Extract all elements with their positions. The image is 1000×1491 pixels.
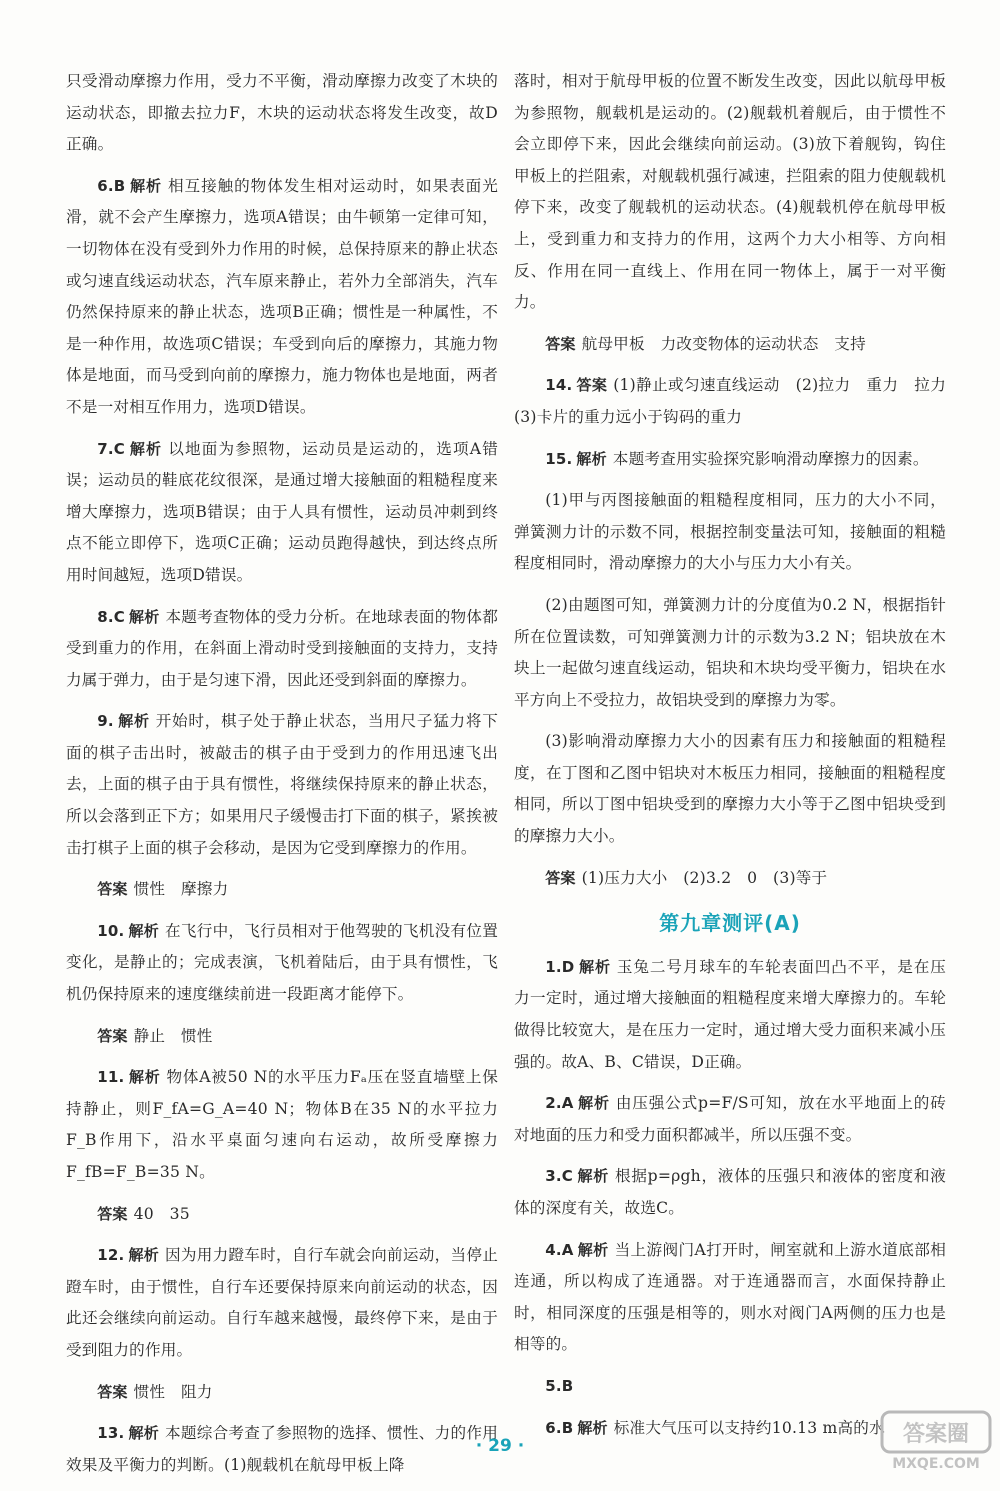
question-number: 6.B (545, 1418, 574, 1437)
paragraph-text: 相互接触的物体发生相对运动时，如果表面光滑，就不会产生摩擦力，选项A错误；由牛顿第一定律可知，一切物体在没有受到外力作用的时候，总保持原来的静止状态或匀速直线运动状态，汽车原来静止，若外力全部消失，汽车仍然保持原来的静止状态，选项B正确；惯性是一种属性，不是一种作用，故选项C错误；车受到向后的摩擦力，其施力物体是地面，而马受到向前的摩擦力，施力物体也是地面，两者不是一对相互作用力，选项D错误。 (66, 176, 498, 416)
explanation-paragraph (514, 726, 946, 852)
question-number: 6.B (97, 176, 126, 195)
keyword-label: 解析 (128, 1424, 159, 1443)
answer-text: 静止 惯性 (133, 1026, 213, 1045)
answer-line (514, 863, 946, 895)
keyword-label: 解析 (577, 1240, 609, 1259)
explanation-paragraph (514, 952, 946, 1078)
question-number: 10. (97, 921, 125, 940)
question-number: 2.A (545, 1094, 574, 1113)
keyword-label: 解析 (128, 607, 160, 626)
question-number: 4.A (545, 1240, 574, 1259)
explanation-paragraph (66, 602, 498, 697)
explanation-paragraph (66, 171, 498, 424)
left-column (66, 66, 498, 1491)
answer-line (66, 1377, 498, 1409)
svg-text:MXQE.COM: MXQE.COM (892, 1456, 980, 1472)
explanation-paragraph (514, 444, 946, 476)
explanation-paragraph (66, 706, 498, 864)
paragraph-text: (3)影响滑动摩擦力大小的因素有压力和接触面的粗糙程度，在丁图和乙图中铝块对木板压力相同，接触面的粗糙程度相同，所以丁图中铝块受到的摩擦力大小等于乙图中铝块受到的摩擦力大小。 (514, 732, 946, 846)
question-number: 7.C (97, 439, 125, 458)
answer-text: 航母甲板 力改变物体的运动状态 支持 (581, 334, 866, 353)
question-number: 5.B (545, 1376, 574, 1395)
answer-line (66, 1021, 498, 1053)
watermark-logo (880, 1408, 992, 1472)
explanation-paragraph (514, 1235, 946, 1361)
right-column (514, 66, 962, 1454)
question-number: 8.C (97, 607, 125, 626)
keyword-label: 解析 (576, 1167, 609, 1186)
paragraph-text: 当上游阀门A打开时，闸室就和上游水道底部相连通，所以构成了连通器。对于连通器而言，水面保持静止时，相同深度的压强是相等的，则水对阀门A两侧的压力也是相等的。 (514, 1240, 946, 1354)
explanation-paragraph (66, 434, 498, 592)
explanation-paragraph (514, 485, 946, 580)
paragraph-text: 因为用力蹬车时，自行车就会向前运动，当停止蹬车时，由于惯性，自行车还要保持原来向前运动的状态，因此还会继续向前运动。自行车越来越慢，最终停下来，是由于受到阻力的作用。 (66, 1246, 498, 1359)
paragraph-text: (1)甲与丙图接触面的粗糙程度相同，压力的大小不同，弹簧测力计的示数不同，根据控制变量法可知，接触面的粗糙程度相同时，滑动摩擦力的大小与压力大小有关。 (514, 491, 946, 573)
explanation-paragraph (514, 370, 962, 433)
paragraph-text: (2)由题图可知，弹簧测力计的分度值为0.2 N，根据指针所在位置读数，可知弹簧测力计的示数为3.2 N；铝块放在木块上一起做匀速直线运动，铝块和木块均受平衡力，铝块在水平方向上不受拉力，故铝块受到的摩擦力为零。 (514, 595, 946, 709)
answer-text: 惯性 摩擦力 (133, 880, 229, 899)
keyword-label: 答案 (576, 376, 608, 395)
question-number: 11. (97, 1068, 125, 1087)
answer-line (66, 874, 498, 906)
keyword-label: 解析 (577, 1094, 610, 1113)
answer-line (514, 329, 946, 361)
question-number: 3.C (545, 1167, 573, 1186)
paragraph-text: 根据p=ρgh，液体的压强只和液体的密度和液体的深度有关，故选C。 (514, 1167, 946, 1217)
keyword-label: 解析 (576, 449, 607, 468)
answer-keyword: 答案 (97, 1026, 128, 1045)
paragraph-text: 本题考查用实验探究影响滑动摩擦力的因素。 (612, 449, 929, 468)
chapter-title: 第九章测评(A) (659, 911, 801, 936)
explanation-paragraph (66, 1062, 498, 1188)
keyword-label: 解析 (128, 439, 163, 458)
keyword-label: 解析 (578, 957, 611, 976)
question-number: 14. (545, 376, 573, 395)
keyword-label: 解析 (128, 1068, 161, 1087)
answer-text: 惯性 阻力 (133, 1382, 213, 1401)
answer-line (66, 1199, 498, 1231)
explanation-paragraph (514, 590, 946, 716)
keyword-label: 解析 (128, 1246, 159, 1265)
paragraph-text: 物体A被50 N的水平压力Fₐ压在竖直墙壁上保持静止，则F_fA=G_A=40 N；物体B在35 N的水平拉力F_B作用下，沿水平桌面匀速向右运动，故所受摩擦力F_fB=F_B=35 N。 (66, 1068, 499, 1181)
answer-keyword: 答案 (97, 1204, 128, 1223)
paragraph-text: 玉兔二号月球车的车轮表面凹凸不平，是在压力一定时，通过增大接触面的粗糙程度来增大摩擦力的。车轮做得比较宽大，是在压力一定时，通过增大受力面积来减小压强的。故A、B、C错误，D正确。 (514, 957, 946, 1071)
explanation-paragraph (514, 1088, 946, 1151)
answer-text: (1)压力大小 (2)3.2 0 (3)等于 (581, 868, 828, 887)
explanation-paragraph (514, 1161, 946, 1224)
explanation-paragraph (514, 1371, 946, 1403)
question-number: 15. (545, 449, 573, 468)
paragraph-text: 标准大气压可以支持约10.13 m高的水 (613, 1418, 885, 1437)
paragraph-text: 由压强公式p=F/S可知，放在水平地面上的砖对地面的压力和受力面积都减半，所以压强不变。 (514, 1094, 946, 1144)
question-number: 12. (97, 1246, 125, 1265)
question-number: 9. (97, 712, 114, 731)
page-number: · 29 · (475, 1436, 525, 1456)
question-number: 13. (97, 1424, 125, 1443)
paragraph-text: 本题综合考查了参照物的选择、惯性、力的作用效果及平衡力的判断。(1)舰载机在航母甲板上降 (66, 1424, 498, 1474)
answer-keyword: 答案 (545, 334, 576, 353)
paragraph-text: 落时，相对于航母甲板的位置不断发生改变，因此以航母甲板为参照物，舰载机是运动的。(2)舰载机着舰后，由于惯性不会立即停下来，因此会继续向前运动。(3)放下着舰钩，钩住甲板上的拦阻索，对舰载机强行减速，拦阻索的阻力使舰载机停下来，改变了舰载机的运动状态。(4)舰载机停在航母甲板上，受到重力和支持力的作用，这两个力大小相等、方向相反、作用在同一直线上、作用在同一物体上，属于一对平衡力。 (514, 72, 946, 312)
answer-keyword: 答案 (545, 868, 576, 887)
paragraph-text: (1)静止或匀速直线运动 (2)拉力 重力 拉力 (3)卡片的重力远小于钩码的重力 (514, 376, 962, 426)
paragraph-text: 只受滑动摩擦力作用，受力不平衡，滑动摩擦力改变了木块的运动状态，即撤去拉力F，木块的运动状态将发生改变，故D正确。 (66, 72, 498, 154)
keyword-label: 解析 (577, 1418, 608, 1437)
question-number: 1.D (545, 957, 575, 976)
answer-keyword: 答案 (97, 1382, 128, 1401)
paragraph-text: 以地面为参照物，运动员是运动的，选项A错误；运动员的鞋底花纹很深，是通过增大接触面的粗糙程度来增大摩擦力，选项B错误；由于人具有惯性，运动员冲刺到终点不能立即停下，选项C正确；运动员跑得越快，到达终点所用时间越短，选项D错误。 (66, 439, 498, 584)
answer-text: 40 35 (133, 1204, 190, 1223)
keyword-label: 解析 (128, 921, 159, 940)
svg-text:答案圈: 答案圈 (902, 1422, 970, 1447)
explanation-paragraph (514, 66, 946, 319)
keyword-label: 解析 (117, 712, 150, 731)
paragraph-text: 本题考查物体的受力分析。在地球表面的物体都受到重力的作用，在斜面上滑动时受到接触面的支持力，支持力属于弹力，由于是匀速下滑，因此还受到斜面的摩擦力。 (66, 607, 498, 689)
paragraph-text: 开始时，棋子处于静止状态，当用尺子猛力将下面的棋子击出时，被敲击的棋子由于受到力的作用迅速飞出去，上面的棋子由于具有惯性，将继续保持原来的静止状态，所以会落到正下方；如果用尺子缓慢击打下面的棋子，紧挨被击打棋子上面的棋子会移动，是因为它受到摩擦力的作用。 (66, 712, 499, 857)
answer-keyword: 答案 (97, 880, 128, 899)
paragraph-text: 在飞行中，飞行员相对于他驾驶的飞机没有位置变化，是静止的；完成表演，飞机着陆后，由于具有惯性，飞机仍保持原来的速度继续前进一段距离才能停下。 (66, 921, 498, 1004)
explanation-paragraph (66, 916, 498, 1011)
explanation-paragraph (66, 1240, 498, 1366)
keyword-label: 解析 (129, 176, 162, 195)
explanation-paragraph (66, 66, 498, 161)
